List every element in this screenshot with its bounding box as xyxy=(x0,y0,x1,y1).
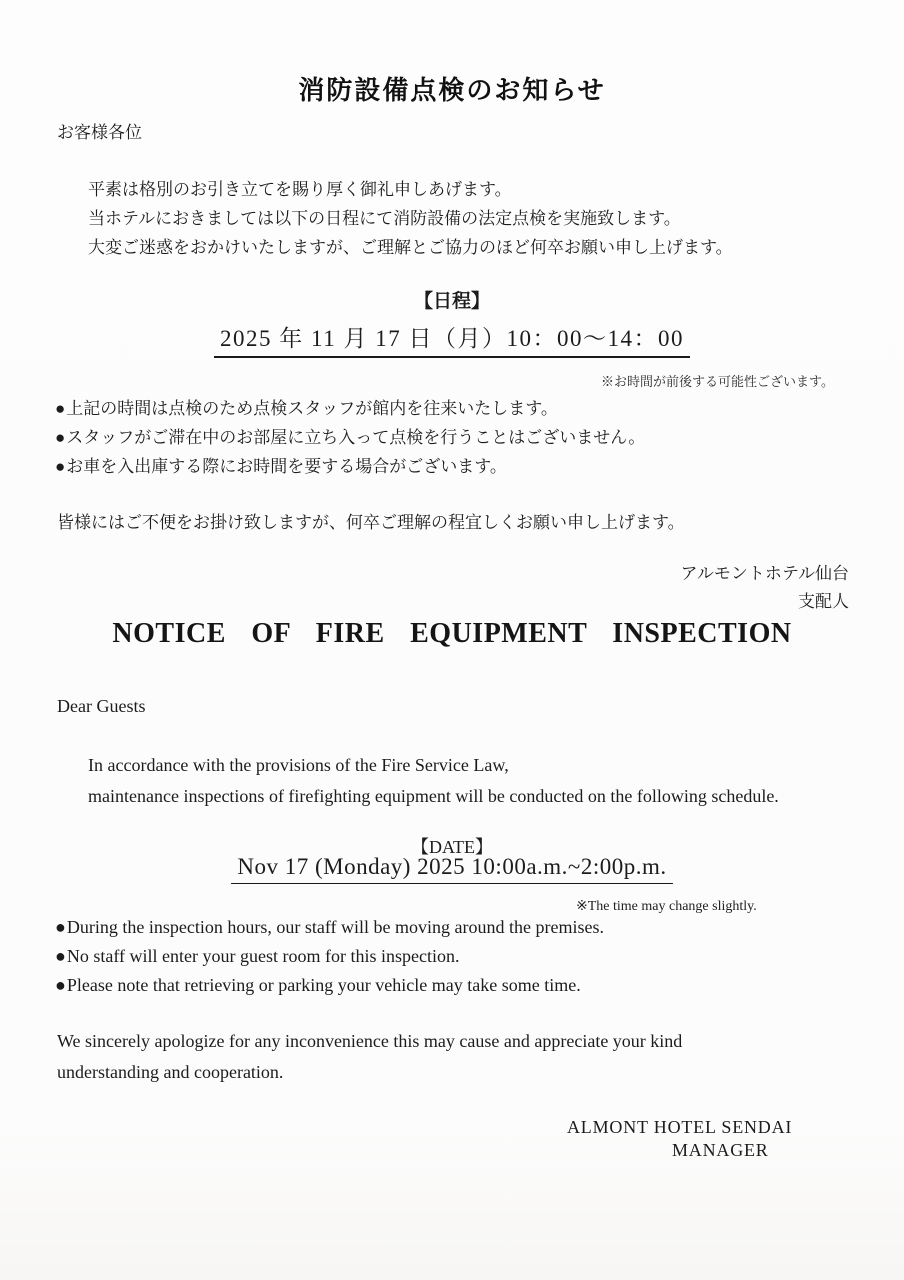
en-salutation: Dear Guests xyxy=(57,696,146,716)
bullet-icon: ● xyxy=(55,428,66,447)
en-schedule-label: 【DATE】 xyxy=(411,837,493,857)
jp-closing-sentence: 皆様にはご不便をお掛け致しますが、何卒ご理解の程宜しくお願い申し上げます。 xyxy=(57,513,685,532)
jp-body-line: 当ホテルにおきましては以下の日程にて消防設備の法定点検を実施致します。 xyxy=(88,209,681,228)
en-body-paragraph xyxy=(88,750,779,812)
en-bullet-list xyxy=(55,913,604,1000)
en-bullet-text: No staff will enter your guest room for this inspection. xyxy=(66,946,460,966)
jp-bullet-text: スタッフがご滞在中のお部屋に立ち入って点検を行うことはございません。 xyxy=(66,428,646,447)
en-body-line: maintenance inspections of firefighting equipment will be conducted on the following schedule. xyxy=(88,786,779,806)
jp-salutation: お客様各位 xyxy=(57,123,142,142)
jp-schedule-date-row xyxy=(0,320,904,358)
jp-schedule-date: 2025 年 11 月 17 日（月）10：00～14：00 xyxy=(214,320,690,358)
jp-notice-title: 消防設備点検のお知らせ xyxy=(298,75,606,105)
bullet-icon: ● xyxy=(55,975,66,995)
en-notice-title: NOTICE OF FIRE EQUIPMENT INSPECTION xyxy=(112,618,792,649)
en-bullet-text: Please note that retrieving or parking your vehicle may take some time. xyxy=(66,975,581,995)
en-schedule-date-row xyxy=(0,854,904,884)
jp-bullet-text: お車を入出庫する際にお時間を要する場合がございます。 xyxy=(66,457,507,476)
jp-schedule-label: 【日程】 xyxy=(413,291,490,312)
jp-body-paragraph xyxy=(88,175,733,262)
jp-bullet-list xyxy=(55,394,645,481)
en-schedule-date: Nov 17 (Monday) 2025 10:00a.m.~2:00p.m. xyxy=(231,854,672,884)
bullet-icon: ● xyxy=(55,399,66,418)
jp-body-line: 平素は格別のお引き立てを賜り厚く御礼申しあげます。 xyxy=(88,180,512,199)
en-bullet-text: During the inspection hours, our staff will be moving around the premises. xyxy=(66,917,604,937)
en-closing-line: understanding and cooperation. xyxy=(57,1062,284,1082)
bullet-icon: ● xyxy=(55,917,66,937)
jp-manager-title: 支配人 xyxy=(798,592,849,611)
en-closing-line: We sincerely apologize for any inconvenience this may cause and appreciate your kind xyxy=(57,1031,683,1051)
en-manager-title: MANAGER xyxy=(672,1140,769,1160)
jp-bullet-text: 上記の時間は点検のため点検スタッフが館内を往来いたします。 xyxy=(66,399,558,418)
en-hotel-name: ALMONT HOTEL SENDAI xyxy=(567,1117,793,1137)
en-schedule-note: ※The time may change slightly. xyxy=(576,899,757,914)
bullet-icon: ● xyxy=(55,457,66,476)
jp-bullet-item xyxy=(55,394,645,423)
en-bullet-item xyxy=(55,913,604,942)
en-closing-paragraph xyxy=(57,1026,827,1088)
en-bullet-item xyxy=(55,942,604,971)
bullet-icon: ● xyxy=(55,946,66,966)
jp-body-line: 大変ご迷惑をおかけいたしますが、ご理解とご協力のほど何卒お願い申し上げます。 xyxy=(88,238,733,257)
en-body-line: In accordance with the provisions of the Fire Service Law, xyxy=(88,755,509,775)
jp-schedule-note: ※お時間が前後する可能性ございます。 xyxy=(601,374,834,389)
en-bullet-item xyxy=(55,971,604,1000)
jp-bullet-item xyxy=(55,423,645,452)
jp-bullet-item xyxy=(55,452,645,481)
jp-signature-block xyxy=(681,560,849,616)
jp-hotel-name: アルモントホテル仙台 xyxy=(680,564,849,583)
